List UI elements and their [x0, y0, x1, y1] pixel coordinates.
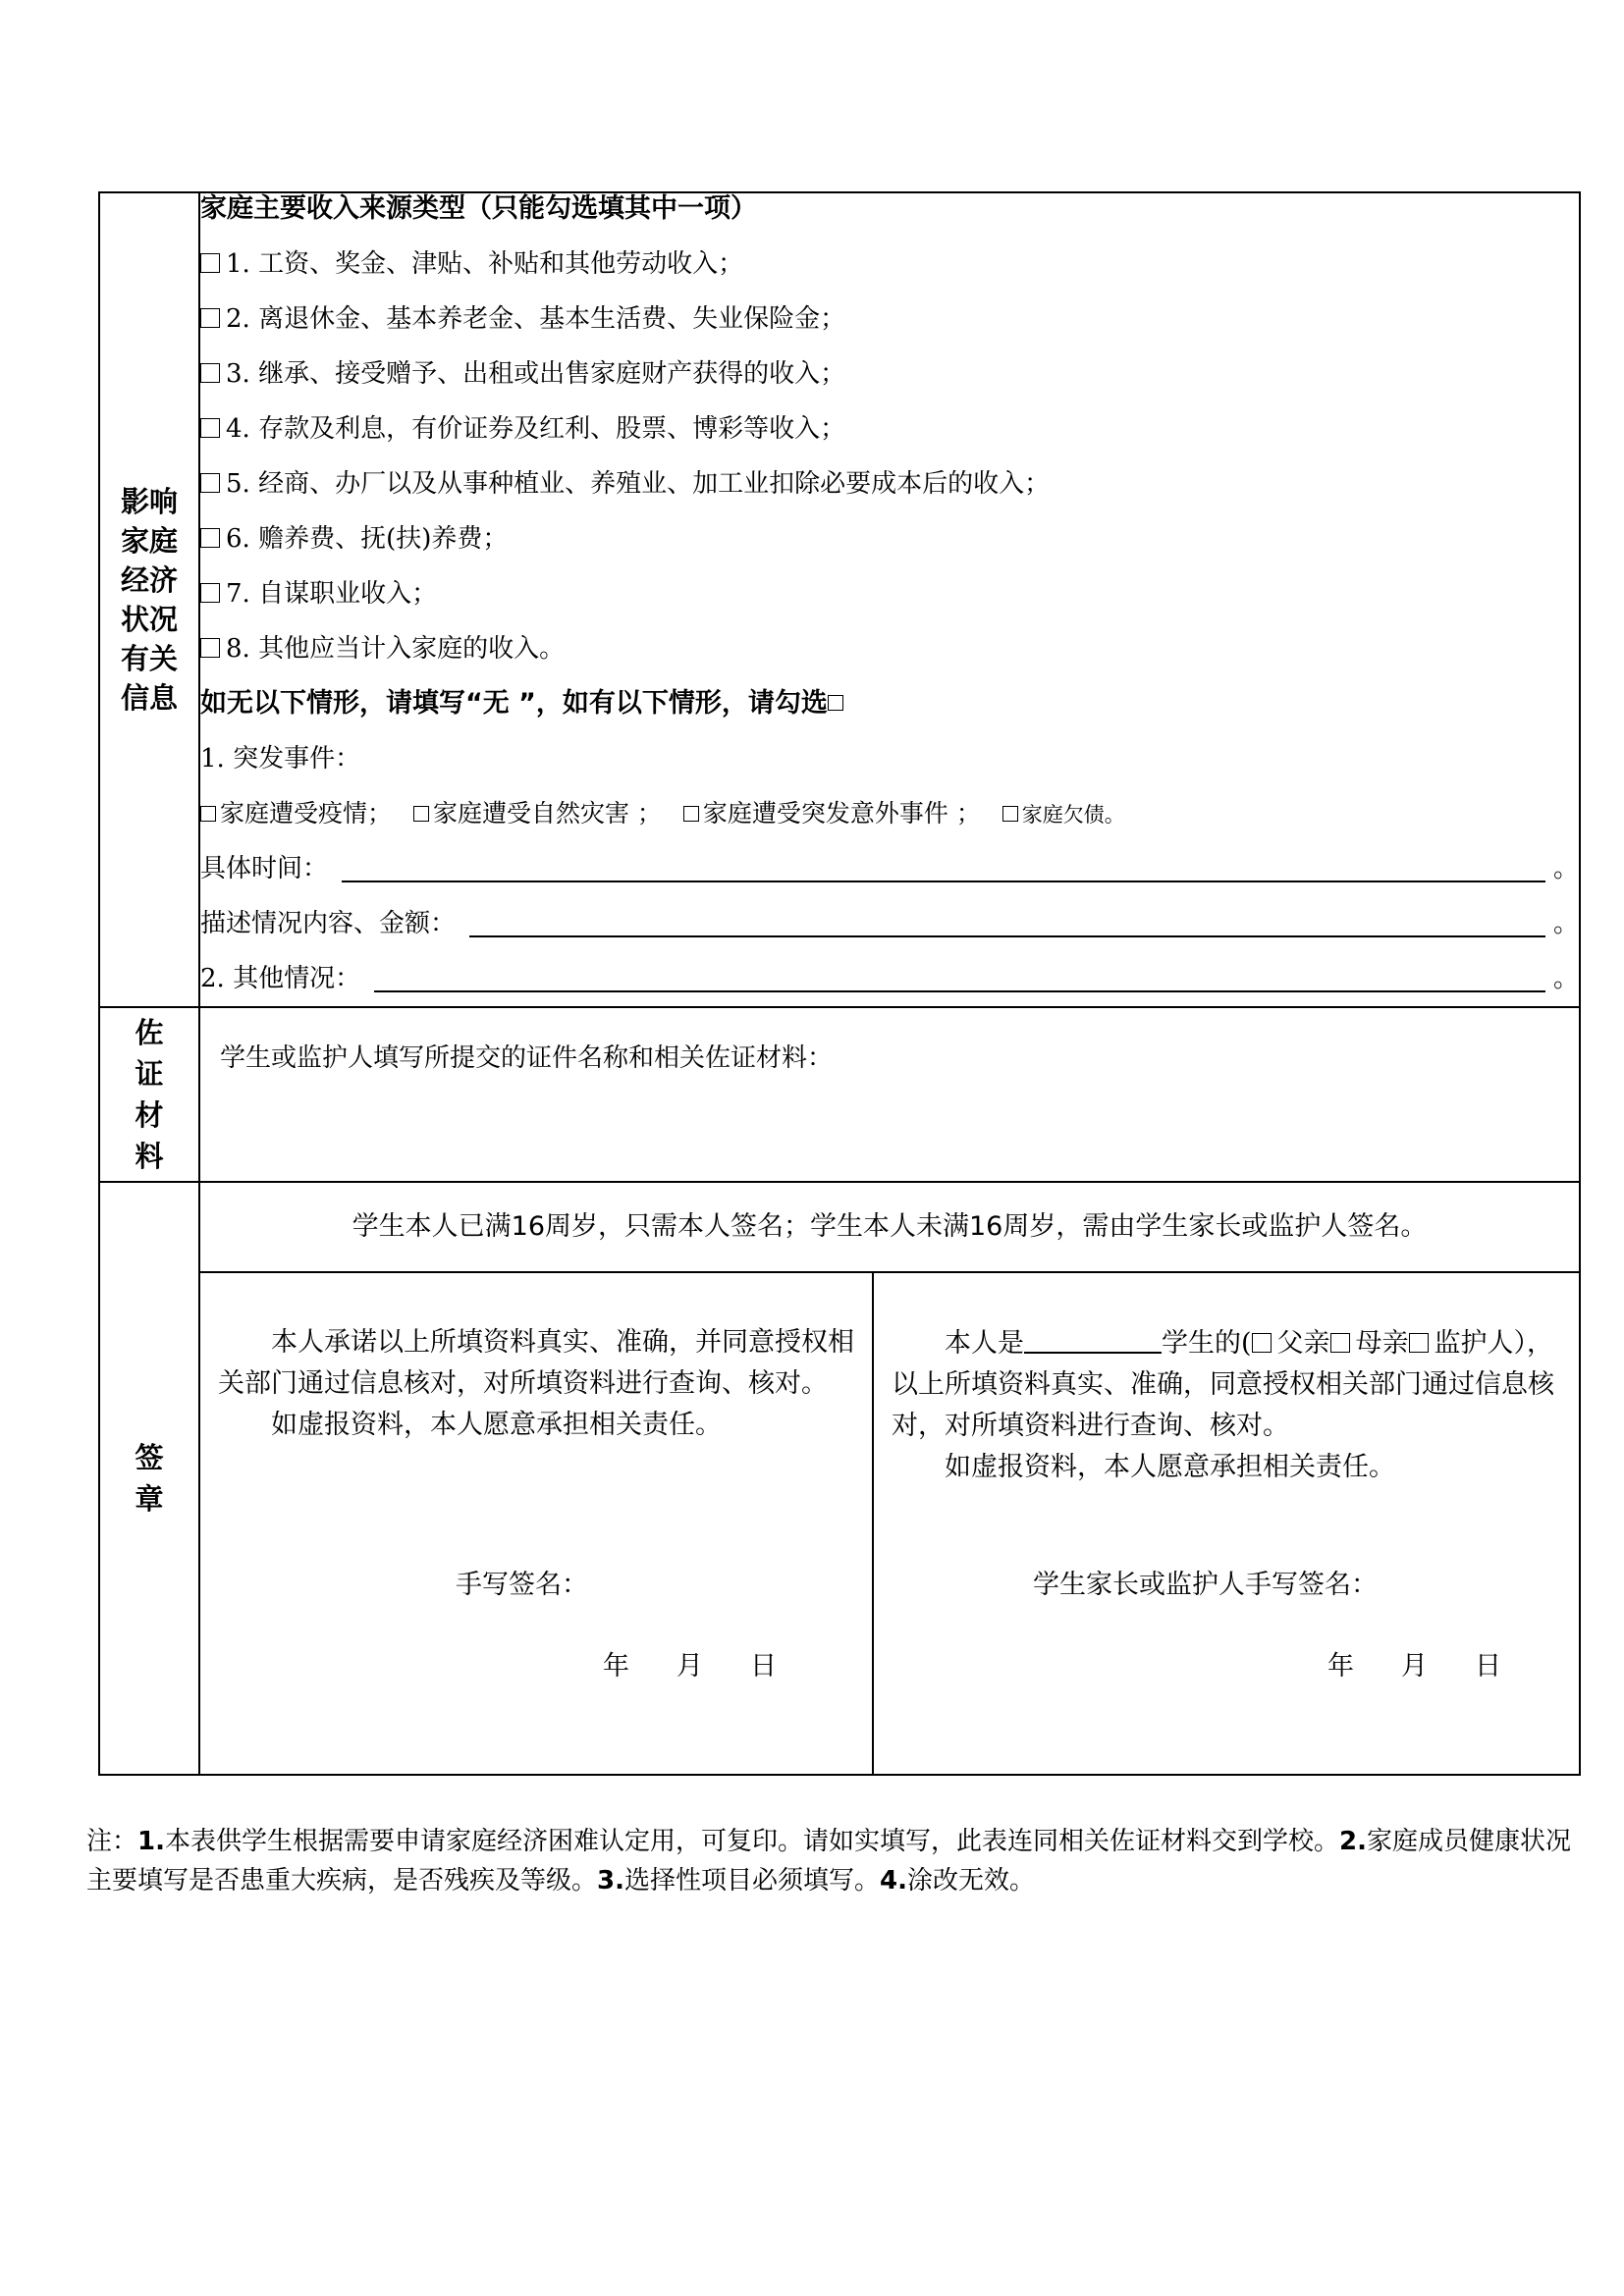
income-option[interactable]: 6. 赡养费、抚(扶)养费； [200, 511, 1579, 566]
income-option[interactable]: 8. 其他应当计入家庭的收入。 [200, 621, 1579, 676]
evidence-section-label [99, 1007, 199, 1182]
checkbox[interactable] [200, 528, 220, 548]
specific-time-field[interactable] [342, 847, 1545, 882]
other-situation-field[interactable] [374, 957, 1545, 992]
specific-time-row: 具体时间： 。 [200, 841, 1579, 896]
income-option[interactable]: 5. 经商、办厂以及从事种植业、养殖业、加工业扣除必要成本后的收入； [200, 456, 1579, 511]
checkbox[interactable] [413, 806, 429, 822]
signature-section [199, 1182, 1580, 1775]
evidence-section-label-text: 佐证材料 [135, 1016, 164, 1173]
situation-heading: 如无以下情形，请填写“无 ”，如有以下情形，请勾选 [200, 676, 1579, 731]
checkbox[interactable] [1002, 806, 1018, 822]
checkbox[interactable] [200, 806, 216, 822]
signature-section-label [99, 1182, 199, 1775]
description-field[interactable] [469, 902, 1545, 937]
description-row: 描述情况内容、金额： 。 [200, 896, 1579, 951]
signature-section-label-text: 签章 [135, 1441, 164, 1516]
checkbox[interactable] [200, 308, 220, 328]
checkbox[interactable] [200, 638, 220, 658]
other-situation-label: 2. 其他情况： [200, 964, 361, 993]
checkbox-mother[interactable] [1330, 1333, 1350, 1353]
income-heading: 家庭主要收入来源类型（只能勾选填其中一项） [200, 193, 757, 224]
signature-instruction: 学生本人已满16周岁，只需本人签名；学生本人未满16周岁，需由学生家长或监护人签名。 [200, 1183, 1579, 1273]
checkbox-guardian[interactable] [1409, 1333, 1429, 1353]
student-name-field[interactable] [1024, 1322, 1162, 1354]
checkbox[interactable] [200, 418, 220, 438]
checkbox[interactable] [200, 583, 220, 603]
checkbox[interactable] [200, 363, 220, 383]
form-footnote: 注：1.本表供学生根据需要申请家庭经济困难认定用，可复印。请如实填写，此表连同相关佐证材料交到学校。2.家庭成员健康状况主要填写是否患重大疾病，是否残疾及等级。3.选择性项目必须填写。4.涂改无效。 [86, 1827, 1571, 1896]
checkbox[interactable] [200, 473, 220, 493]
guardian-pledge: 本人是 学生的( 父亲 母亲 监护人），以上所填资料真实、准确，同意授权相关部门通过信息核对，对所填资料进行查询、核对。 [892, 1322, 1561, 1447]
guardian-signature-panel [874, 1273, 1579, 1774]
guardian-signature-label[interactable]: 学生家长或监护人手写签名： [1033, 1570, 1378, 1600]
emergency-options: 家庭遭受疫情； 家庭遭受自然灾害 ； 家庭遭受突发意外事件 ； 家庭欠债。 [200, 786, 1579, 841]
other-situation-row: 2. 其他情况： 。 [200, 951, 1579, 1006]
specific-time-label: 具体时间： [200, 854, 329, 883]
checkbox[interactable] [828, 695, 843, 711]
evidence-section[interactable] [199, 1007, 1580, 1182]
emergency-label: 1. 突发事件： [200, 744, 361, 774]
checkbox[interactable] [683, 806, 699, 822]
student-signature-panel [200, 1273, 874, 1774]
student-liability: 如虚报资料，本人愿意承担相关责任。 [271, 1410, 722, 1440]
income-option[interactable]: 3. 继承、接受赠予、出租或出售家庭财产获得的收入； [200, 347, 1579, 401]
checkbox[interactable] [200, 253, 220, 273]
guardian-signature-date[interactable]: 年 月 日 [1327, 1651, 1503, 1682]
student-signature-date[interactable]: 年 月 日 [603, 1651, 779, 1682]
student-pledge: 本人承诺以上所填资料真实、准确，并同意授权相关部门通过信息核对，对所填资料进行查询、核对。 [218, 1327, 854, 1399]
student-signature-label[interactable]: 手写签名： [456, 1570, 588, 1600]
income-section [199, 192, 1580, 1007]
income-option[interactable]: 7. 自谋职业收入； [200, 566, 1579, 621]
evidence-prompt: 学生或监护人填写所提交的证件名称和相关佐证材料： [220, 1043, 834, 1073]
income-section-label [99, 192, 199, 1007]
checkbox-father[interactable] [1252, 1333, 1272, 1353]
application-form-table [98, 191, 1581, 1776]
income-option[interactable]: 2. 离退休金、基本养老金、基本生活费、失业保险金； [200, 292, 1579, 347]
income-section-label-text: 影响家庭经济状况有关信息 [120, 485, 178, 715]
description-label: 描述情况内容、金额： [200, 909, 457, 938]
income-option[interactable]: 1. 工资、奖金、津贴、补贴和其他劳动收入； [200, 237, 1579, 292]
income-option[interactable]: 4. 存款及利息，有价证券及红利、股票、博彩等收入； [200, 401, 1579, 456]
guardian-liability: 如虚报资料，本人愿意承担相关责任。 [945, 1452, 1395, 1482]
